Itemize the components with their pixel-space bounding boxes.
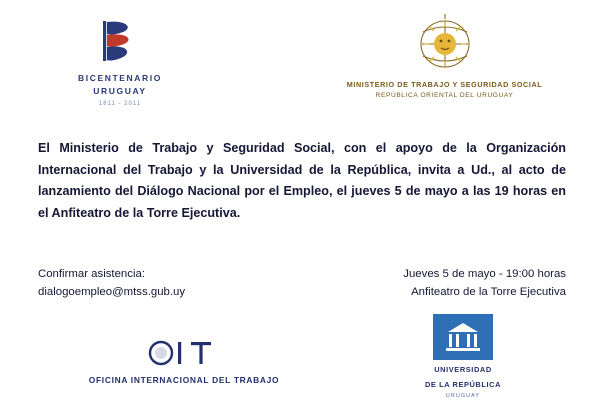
event-block: [403, 265, 566, 302]
bicentenario-country: URUGUAY: [93, 85, 147, 96]
event-venue: Anfiteatro de la Torre Ejecutiva: [411, 285, 566, 298]
udelar-line2: DE LA REPÚBLICA: [424, 380, 502, 390]
header-logos: [0, 0, 604, 130]
bicentenario-years: 1811 - 2011: [98, 100, 142, 107]
ministerio-logo-block: [337, 14, 552, 99]
event-date-time: Jueves 5 de mayo - 19:00 horas: [403, 267, 566, 280]
oit-ilo-logo-icon: [147, 336, 221, 370]
invitation-paragraph: El Ministerio de Trabajo y Seguridad Social, con el apoyo de la Organización Internacional del Trabajo y la Universidad de la República, invita a Ud., al acto de lanzamiento del Diálogo Nacional por el Empleo, el jueves 5 de mayo a las 19 horas en el Anfiteatro de la Torre Ejecutiva.: [38, 141, 566, 220]
details-row: [38, 265, 566, 302]
rsvp-label: Confirmar asistencia:: [38, 267, 145, 280]
rsvp-block: [38, 265, 185, 302]
ministerio-trabajo-seguridad-social-crest-icon: [399, 14, 491, 76]
udelar-line1: UNIVERSIDAD: [434, 364, 492, 374]
udelar-logo-block: [408, 314, 518, 399]
universidad-de-la-republica-logo-icon: [440, 320, 486, 354]
bicentenario-uruguay-logo-icon: [93, 18, 147, 66]
bicentenario-title: BICENTENARIO: [78, 73, 162, 83]
footer-logos: [0, 321, 604, 407]
udelar-emblem-box: [433, 314, 493, 360]
ministerio-line1: MINISTERIO DE TRABAJO Y SEGURIDAD SOCIAL: [346, 80, 543, 89]
oit-logo-block: [74, 336, 294, 385]
oit-label: OFICINA INTERNACIONAL DEL TRABAJO: [88, 375, 280, 385]
udelar-line3: URUGUAY: [445, 393, 481, 399]
rsvp-email: dialogoempleo@mtss.gub.uy: [38, 285, 186, 298]
bicentenario-logo-block: [60, 18, 180, 107]
ministerio-line2: REPÚBLICA ORIENTAL DEL URUGUAY: [375, 92, 514, 99]
